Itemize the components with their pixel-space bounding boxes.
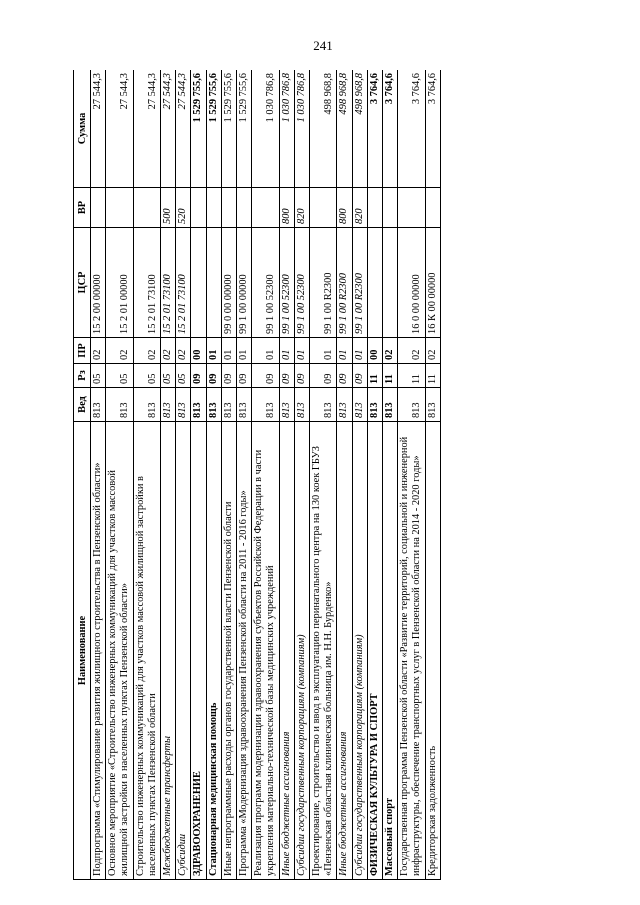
cell-sum: 498 968,8 bbox=[337, 70, 352, 188]
cell-csr bbox=[206, 228, 221, 338]
cell-pr: 01 bbox=[352, 338, 367, 364]
cell-csr: 99 1 00 R2300 bbox=[310, 228, 337, 338]
cell-rz: 09 bbox=[191, 364, 206, 388]
cell-ved: 813 bbox=[237, 388, 252, 422]
cell-name: Основное мероприятие «Строительство инженерных коммуникаций для участков массовой жилищной застройки в населенных пунктах Пензенской области» bbox=[106, 422, 133, 880]
cell-pr: 02 bbox=[161, 338, 176, 364]
table-header-row bbox=[74, 70, 91, 880]
cell-name: Подпрограмма «Стимулирование развития жилищного строительства в Пензенской области» bbox=[91, 422, 106, 880]
cell-vr: 520 bbox=[176, 188, 191, 228]
table-row bbox=[310, 70, 337, 880]
cell-name: Реализация программ модернизации здравоохранения субъектов Российской Федерации в части укрепления материально-технической базы медицинских учреждений bbox=[252, 422, 279, 880]
cell-pr: 01 bbox=[237, 338, 252, 364]
cell-pr: 02 bbox=[176, 338, 191, 364]
cell-sum: 1 030 786,8 bbox=[252, 70, 279, 188]
cell-rz: 05 bbox=[91, 364, 106, 388]
cell-pr: 01 bbox=[206, 338, 221, 364]
table-row bbox=[352, 70, 367, 880]
cell-rz: 11 bbox=[367, 364, 382, 388]
cell-vr: 800 bbox=[279, 188, 294, 228]
cell-pr: 01 bbox=[337, 338, 352, 364]
cell-vr bbox=[310, 188, 337, 228]
cell-pr: 02 bbox=[91, 338, 106, 364]
table-row bbox=[133, 70, 160, 880]
cell-rz: 11 bbox=[425, 364, 440, 388]
cell-csr: 15 2 01 73100 bbox=[161, 228, 176, 338]
cell-pr: 01 bbox=[279, 338, 294, 364]
table-row bbox=[176, 70, 191, 880]
header-name: Наименование bbox=[74, 422, 91, 880]
cell-pr: 02 bbox=[398, 338, 425, 364]
cell-csr: 15 2 00 00000 bbox=[91, 228, 106, 338]
cell-rz: 05 bbox=[176, 364, 191, 388]
cell-sum: 27 544,3 bbox=[133, 70, 160, 188]
cell-name: Иные бюджетные ассигнования bbox=[337, 422, 352, 880]
cell-sum: 498 968,8 bbox=[352, 70, 367, 188]
cell-rz: 09 bbox=[252, 364, 279, 388]
cell-csr: 99 1 00 R2300 bbox=[352, 228, 367, 338]
rotated-table-container bbox=[73, 70, 594, 880]
cell-csr: 16 0 00 00000 bbox=[398, 228, 425, 338]
header-ved: Вед bbox=[74, 388, 91, 422]
cell-sum: 498 968,8 bbox=[310, 70, 337, 188]
cell-ved: 813 bbox=[425, 388, 440, 422]
cell-name: Субсидии государственным корпорациям (компаниям) bbox=[294, 422, 309, 880]
header-vr: ВР bbox=[74, 188, 91, 228]
cell-name: Программа «Модернизация здравоохранения Пензенской области на 2011 - 2016 годы» bbox=[237, 422, 252, 880]
cell-csr: 99 1 00 52300 bbox=[252, 228, 279, 338]
cell-csr: 99 1 00 00000 bbox=[237, 228, 252, 338]
table-row bbox=[383, 70, 398, 880]
cell-csr: 99 1 00 R2300 bbox=[337, 228, 352, 338]
cell-sum: 3 764,6 bbox=[367, 70, 382, 188]
cell-name: Государственная программа Пензенской области «Развитие территорий, социальной и инженерной инфраструктуры, обеспечение транспортных услуг в Пензенской области на 2014 - 2020 годы» bbox=[398, 422, 425, 880]
cell-name: Массовый спорт bbox=[383, 422, 398, 880]
header-sum: Сумма bbox=[74, 70, 91, 188]
cell-vr bbox=[133, 188, 160, 228]
table-row bbox=[367, 70, 382, 880]
cell-rz: 05 bbox=[106, 364, 133, 388]
cell-rz: 09 bbox=[221, 364, 236, 388]
table-row bbox=[191, 70, 206, 880]
cell-sum: 1 529 755,6 bbox=[206, 70, 221, 188]
cell-name: Проектирование, строительство и ввод в эксплуатацию перинатального центра на 130 коек ГБУЗ «Пензенская областная клиническая больница им. Н.Н. Бурденко» bbox=[310, 422, 337, 880]
header-rz: Рз bbox=[74, 364, 91, 388]
cell-sum: 27 544,3 bbox=[106, 70, 133, 188]
cell-pr: 02 bbox=[383, 338, 398, 364]
cell-ved: 813 bbox=[106, 388, 133, 422]
cell-csr: 99 1 00 52300 bbox=[294, 228, 309, 338]
cell-vr bbox=[398, 188, 425, 228]
cell-pr: 02 bbox=[425, 338, 440, 364]
budget-table bbox=[73, 70, 441, 880]
cell-ved: 813 bbox=[398, 388, 425, 422]
cell-pr: 01 bbox=[294, 338, 309, 364]
cell-sum: 27 544,3 bbox=[176, 70, 191, 188]
cell-ved: 813 bbox=[206, 388, 221, 422]
cell-pr: 01 bbox=[221, 338, 236, 364]
cell-rz: 09 bbox=[294, 364, 309, 388]
cell-csr: 99 0 00 00000 bbox=[221, 228, 236, 338]
cell-sum: 1 030 786,8 bbox=[294, 70, 309, 188]
page-number: 241 bbox=[313, 38, 333, 53]
cell-ved: 813 bbox=[294, 388, 309, 422]
cell-ved: 813 bbox=[221, 388, 236, 422]
cell-vr: 800 bbox=[337, 188, 352, 228]
cell-sum: 1 529 755,6 bbox=[221, 70, 236, 188]
header-pr: ПР bbox=[74, 338, 91, 364]
cell-vr: 820 bbox=[294, 188, 309, 228]
table-row bbox=[221, 70, 236, 880]
cell-pr: 00 bbox=[191, 338, 206, 364]
cell-sum: 1 030 786,8 bbox=[279, 70, 294, 188]
cell-ved: 813 bbox=[252, 388, 279, 422]
cell-ved: 813 bbox=[176, 388, 191, 422]
table-row bbox=[425, 70, 440, 880]
cell-sum: 27 544,3 bbox=[161, 70, 176, 188]
cell-csr bbox=[367, 228, 382, 338]
cell-sum: 3 764,6 bbox=[425, 70, 440, 188]
cell-ved: 813 bbox=[91, 388, 106, 422]
table-row bbox=[237, 70, 252, 880]
cell-csr bbox=[383, 228, 398, 338]
cell-vr bbox=[206, 188, 221, 228]
table-body bbox=[91, 70, 441, 880]
cell-csr: 15 2 01 73100 bbox=[133, 228, 160, 338]
cell-sum: 3 764,6 bbox=[383, 70, 398, 188]
cell-vr bbox=[106, 188, 133, 228]
table-row bbox=[106, 70, 133, 880]
cell-name: ЗДРАВООХРАНЕНИЕ bbox=[191, 422, 206, 880]
cell-pr: 02 bbox=[106, 338, 133, 364]
cell-name: ФИЗИЧЕСКАЯ КУЛЬТУРА И СПОРТ bbox=[367, 422, 382, 880]
cell-csr: 15 2 01 73100 bbox=[176, 228, 191, 338]
table-row bbox=[294, 70, 309, 880]
cell-vr bbox=[252, 188, 279, 228]
cell-rz: 09 bbox=[337, 364, 352, 388]
cell-vr bbox=[425, 188, 440, 228]
cell-vr bbox=[221, 188, 236, 228]
cell-csr bbox=[191, 228, 206, 338]
cell-name: Стационарная медицинская помощь bbox=[206, 422, 221, 880]
cell-rz: 11 bbox=[398, 364, 425, 388]
cell-name: Межбюджетные трансферты bbox=[161, 422, 176, 880]
cell-name: Кредиторская задолженность bbox=[425, 422, 440, 880]
cell-rz: 09 bbox=[237, 364, 252, 388]
cell-ved: 813 bbox=[161, 388, 176, 422]
cell-rz: 09 bbox=[206, 364, 221, 388]
cell-vr bbox=[237, 188, 252, 228]
cell-csr: 16 К 00 00000 bbox=[425, 228, 440, 338]
cell-vr: 500 bbox=[161, 188, 176, 228]
cell-name: Субсидии bbox=[176, 422, 191, 880]
cell-name: Субсидии государственным корпорациям (компаниям) bbox=[352, 422, 367, 880]
table-row bbox=[279, 70, 294, 880]
cell-sum: 1 529 755,6 bbox=[191, 70, 206, 188]
cell-ved: 813 bbox=[337, 388, 352, 422]
cell-sum: 3 764,6 bbox=[398, 70, 425, 188]
cell-ved: 813 bbox=[383, 388, 398, 422]
cell-ved: 813 bbox=[191, 388, 206, 422]
cell-vr: 820 bbox=[352, 188, 367, 228]
cell-rz: 09 bbox=[352, 364, 367, 388]
cell-sum: 27 544,3 bbox=[91, 70, 106, 188]
table-row bbox=[206, 70, 221, 880]
cell-rz: 05 bbox=[161, 364, 176, 388]
cell-name: Иные бюджетные ассигнования bbox=[279, 422, 294, 880]
cell-pr: 02 bbox=[133, 338, 160, 364]
cell-pr: 01 bbox=[310, 338, 337, 364]
table-row bbox=[398, 70, 425, 880]
cell-ved: 813 bbox=[133, 388, 160, 422]
table-row bbox=[91, 70, 106, 880]
cell-pr: 01 bbox=[252, 338, 279, 364]
rotated-table-area bbox=[73, 70, 594, 880]
cell-vr bbox=[383, 188, 398, 228]
table-row bbox=[252, 70, 279, 880]
cell-csr: 99 1 00 52300 bbox=[279, 228, 294, 338]
header-csr: ЦСР bbox=[74, 228, 91, 338]
cell-vr bbox=[367, 188, 382, 228]
cell-vr bbox=[191, 188, 206, 228]
cell-rz: 11 bbox=[383, 364, 398, 388]
table-row bbox=[337, 70, 352, 880]
cell-ved: 813 bbox=[352, 388, 367, 422]
cell-name: Строительство инженерных коммуникаций для участков массовой жилищной застройки в населенных пунктах Пензенской области bbox=[133, 422, 160, 880]
cell-rz: 09 bbox=[310, 364, 337, 388]
cell-ved: 813 bbox=[279, 388, 294, 422]
cell-rz: 09 bbox=[279, 364, 294, 388]
table-row bbox=[161, 70, 176, 880]
cell-csr: 15 2 01 00000 bbox=[106, 228, 133, 338]
cell-name: Иные непрограммные расходы органов государственной власти Пензенской области bbox=[221, 422, 236, 880]
cell-rz: 05 bbox=[133, 364, 160, 388]
cell-ved: 813 bbox=[310, 388, 337, 422]
cell-vr bbox=[91, 188, 106, 228]
cell-pr: 00 bbox=[367, 338, 382, 364]
cell-sum: 1 529 755,6 bbox=[237, 70, 252, 188]
cell-ved: 813 bbox=[367, 388, 382, 422]
